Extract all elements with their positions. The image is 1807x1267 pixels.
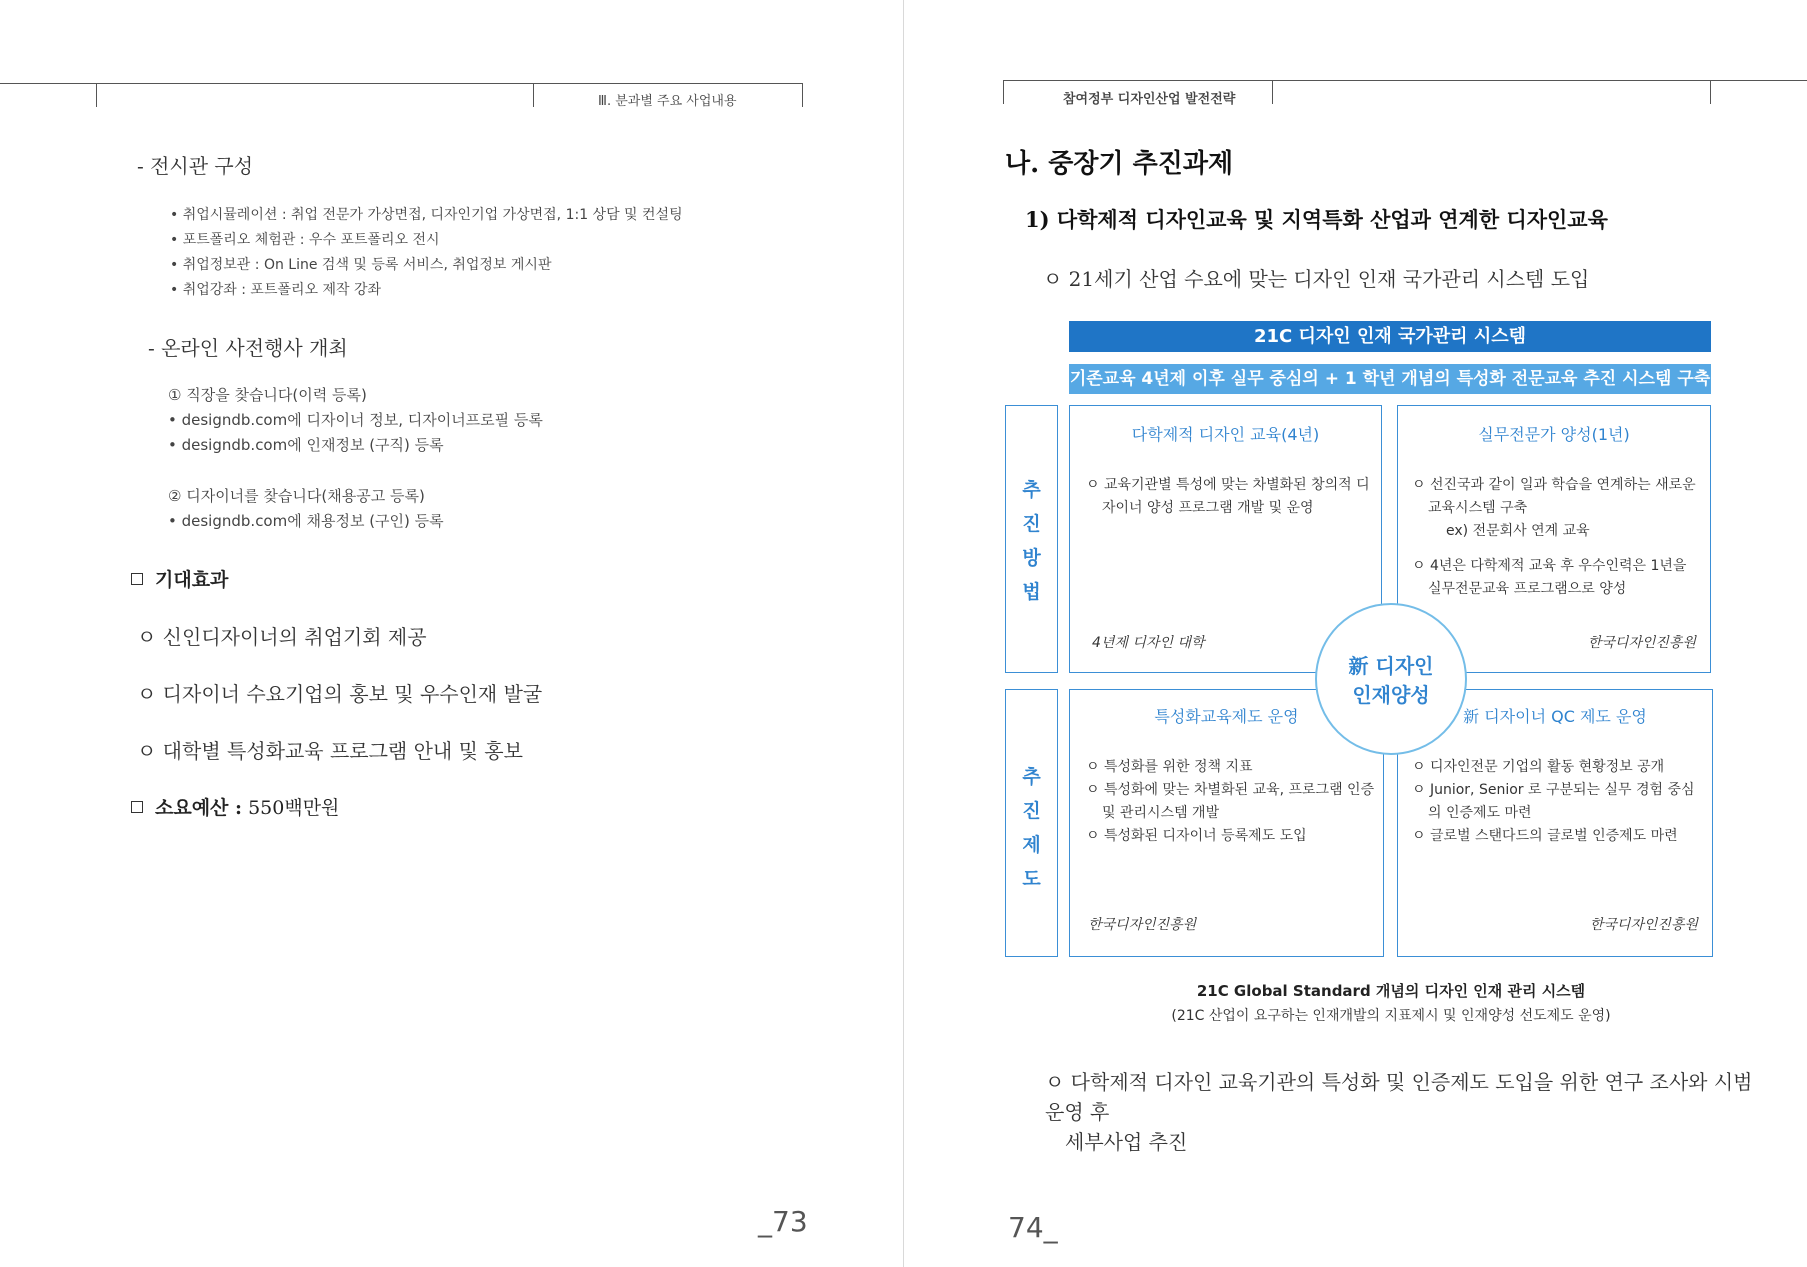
list-item: • 포트폴리오 체험관 : 우수 포트폴리오 전시 [170,232,440,248]
page-number: 74_ [1008,1211,1058,1244]
diagram-subcaption: (21C 산업이 요구하는 인재개발의 지표제시 및 인재양성 선도제도 운영) [1171,1008,1611,1024]
running-header: 참여정부 디자인산업 발전전략 [1063,92,1236,107]
quad-footer: 한국디자인진흥원 [1589,917,1698,933]
side-label-method: 추 진 방 법 [1005,405,1058,673]
group-heading: ① 직장을 찾습니다(이력 등록) [168,386,367,404]
diagram-banner-second: 기존교육 4년제 이후 실무 중심의 + 1 학년 개념의 특성화 전문교육 추진 시스템 구축 [1069,364,1711,394]
section-title: 나. 중장기 추진과제 [1005,149,1234,179]
subsection-title: 1) 다학제적 디자인교육 및 지역특화 산업과 연계한 디자인교육 [1025,207,1608,232]
quad-title: 다학제적 디자인 교육(4년) [1131,425,1320,444]
diagram-caption: 21C Global Standard 개념의 디자인 인재 관리 시스템 [1196,982,1586,1000]
square-bullet-icon [131,573,143,585]
header-rule [0,83,802,84]
page-spine [903,0,904,1267]
header-tick [1710,80,1711,104]
quad-body: ㅇ 특성화를 위한 정책 지표 ㅇ 특성화에 맞는 차별화된 교육, 프로그램 인증 및 관리시스템 개발 ㅇ 특성화된 디자이너 등록제도 도입 [1086,759,1375,844]
quad-body: ㅇ 디자인전문 기업의 활동 현황정보 공개 ㅇ Junior, Senior 로 구분되는 실무 경험 중심 의 인증제도 마련 ㅇ 글로벌 스탠다드의 글로벌 인증제도 마련 [1412,759,1695,844]
list-item: • 취업시뮬레이션 : 취업 전문가 가상면접, 디자인기업 가상면접, 1:1 상담 및 컨설팅 [170,207,683,223]
group-heading: ② 디자이너를 찾습니다(채용공고 등록) [168,487,425,505]
list-item: • designdb.com에 채용정보 (구인) 등록 [168,512,444,530]
header-tick [802,83,803,107]
effect-item: ㅇ 대학별 특성화교육 프로그램 안내 및 홍보 [137,739,523,763]
online-group-1 [168,383,543,458]
section-title-online: - 온라인 사전행사 개최 [148,336,348,360]
list-item: • 취업강좌 : 포트폴리오 제작 강좌 [170,282,382,298]
expected-effects-heading: 기대효과 [131,565,228,592]
side-label-system: 추 진 제 도 [1005,689,1058,957]
online-group-2 [168,484,444,534]
header-rule [1003,80,1807,81]
quad-footer: 한국디자인진흥원 [1088,917,1197,933]
list-item: • designdb.com에 인재정보 (구직) 등록 [168,436,444,454]
header-tick [1272,80,1273,104]
quad-title: 실무전문가 양성(1년) [1478,425,1630,444]
list-item: • 취업정보관 : On Line 검색 및 등록 서비스, 취업정보 게시판 [170,257,552,273]
header-tick [96,83,97,107]
effect-item: ㅇ 디자이너 수요기업의 홍보 및 우수인재 발굴 [137,682,543,706]
diagram-banner-top: 21C 디자인 인재 국가관리 시스템 [1069,321,1711,352]
effect-item: ㅇ 신인디자이너의 취업기회 제공 [137,625,427,649]
center-circle-new-talent: 新 디자인 인재양성 [1315,603,1467,755]
list-item: • designdb.com에 디자이너 정보, 디자이너프로필 등록 [168,411,543,429]
quad-footer: 4년제 디자인 대학 [1092,635,1205,651]
quad-title: 특성화교육제도 운영 [1154,707,1299,726]
quad-title: 新 디자이너 QC 제도 운영 [1463,707,1647,726]
quad-body: ㅇ 선진국과 같이 일과 학습을 연계하는 새로운 교육시스템 구축 ex) 전문회사 연계 교육 ㅇ 4년은 다학제적 교육 후 우수인력은 1년을 실무전문교육 프로그램으로 양성 [1412,477,1696,597]
budget-line: 소요예산 : 550백만원 [131,793,339,820]
header-tick [533,83,534,107]
closing-paragraph: ㅇ 다학제적 디자인 교육기관의 특성화 및 인증제도 도입을 위한 연구 조사와 시범운영 후 세부사업 추진 [1045,1070,1753,1154]
intro-text: ㅇ 21세기 산업 수요에 맞는 디자인 인재 국가관리 시스템 도입 [1043,267,1590,291]
section-title-exhibit: - 전시관 구성 [137,154,254,178]
exhibit-list [170,203,683,303]
running-header: Ⅲ. 분과별 주요 사업내용 [598,94,737,109]
page-number: _73 [758,1205,808,1238]
quad-footer: 한국디자인진흥원 [1587,635,1696,651]
quad-body: ㅇ 교육기관별 특성에 맞는 차별화된 창의적 디 자이너 양성 프로그램 개발 및 운영 [1086,477,1370,516]
square-bullet-icon [131,801,143,813]
header-tick [1003,80,1004,104]
